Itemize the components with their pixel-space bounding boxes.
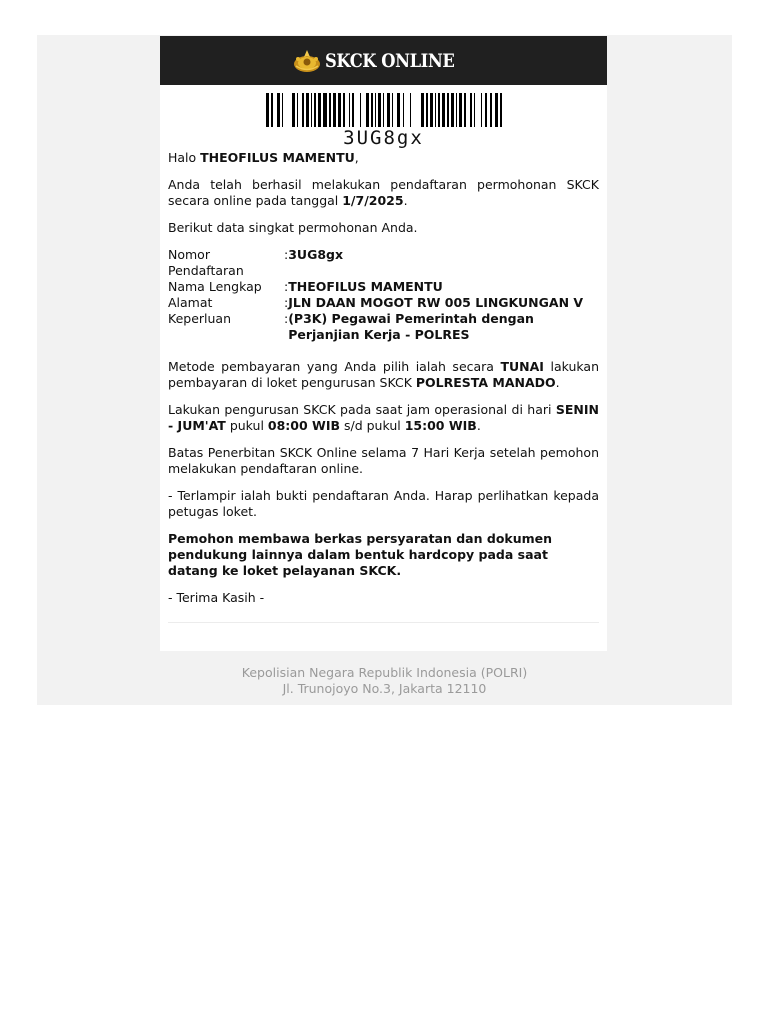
header-bar (160, 36, 607, 85)
detail-label: Keperluan (168, 311, 232, 326)
detail-value: 3UG8gx (288, 247, 344, 262)
detail-label: Alamat (168, 295, 213, 310)
footer (37, 665, 732, 697)
operating-days: SENIN - JUM'AT (168, 402, 599, 433)
detail-row-name: Nama Lengkap : THEOFILUS MAMENTU (168, 279, 599, 295)
applicant-name: THEOFILUS MAMENTU (200, 150, 355, 165)
detail-row-number: Nomor Pendaftaran : 3UG8gx (168, 247, 599, 279)
bring-documents-note: Pemohon membawa berkas persyaratan dan dokumen pendukung lainnya dalam bentuk hardcopy pada saat datang ke loket pelayanan SKCK. (168, 531, 553, 578)
start-time: 08:00 WIB (267, 418, 341, 433)
payment-paragraph: Metode pembayaran yang Anda pilih ialah secara TUNAI lakukan pembayaran di loket pengurusan SKCK POLRESTA MANADO. (168, 359, 600, 390)
payment-office: POLRESTA MANADO (415, 375, 556, 390)
attachment-note: - Terlampir ialah bukti pendaftaran Anda. Harap perlihatkan kepada petugas loket. (168, 488, 599, 519)
registration-date: 1/7/2025 (342, 193, 404, 208)
barcode-code: 3UG8gx (343, 127, 424, 149)
hours-paragraph: Lakukan pengurusan SKCK pada saat jam operasional di hari SENIN - JUM'AT pukul 08:00 WIB s/d pukul 15:00 WIB. (168, 402, 599, 433)
registration-details (168, 247, 599, 343)
detail-row-address: Alamat : JLN DAAN MOGOT RW 005 LINGKUNGAN V (168, 295, 599, 311)
detail-value: (P3K) Pegawai Pemerintah dengan Perjanjian Kerja - POLRES (288, 311, 534, 342)
barcode-image (266, 93, 502, 127)
brand-logo (292, 48, 476, 74)
closing-text: - Terima Kasih - (168, 590, 265, 605)
detail-value: JLN DAAN MOGOT RW 005 LINGKUNGAN V (288, 295, 584, 310)
polri-emblem-icon (292, 48, 322, 74)
email-card (160, 36, 607, 651)
detail-value: THEOFILUS MAMENTU (288, 279, 443, 294)
detail-label: Nama Lengkap (168, 279, 262, 294)
brand-title: SKCK ONLINE (324, 49, 455, 72)
email-background (37, 35, 732, 705)
divider (168, 622, 599, 623)
detail-label: Nomor Pendaftaran (168, 247, 244, 278)
detail-row-purpose: Keperluan : (P3K) Pegawai Pemerintah dengan Perjanjian Kerja - POLRES (168, 311, 599, 343)
intro-paragraph: Anda telah berhasil melakukan pendaftaran permohonan SKCK secara online pada tanggal 1/7/2025. (168, 177, 599, 208)
footer-address: Jl. Trunojoyo No.3, Jakarta 12110 (282, 681, 487, 696)
footer-org: Kepolisian Negara Republik Indonesia (POLRI) (241, 665, 528, 680)
email-body (160, 150, 607, 623)
greeting: Halo THEOFILUS MAMENTU, (168, 150, 359, 165)
payment-method: TUNAI (500, 359, 544, 374)
deadline-paragraph: Batas Penerbitan SKCK Online selama 7 Hari Kerja setelah pemohon melakukan pendaftaran online. (168, 445, 599, 476)
barcode-section (160, 85, 607, 149)
summary-intro: Berikut data singkat permohonan Anda. (168, 220, 418, 235)
end-time: 15:00 WIB (404, 418, 477, 433)
